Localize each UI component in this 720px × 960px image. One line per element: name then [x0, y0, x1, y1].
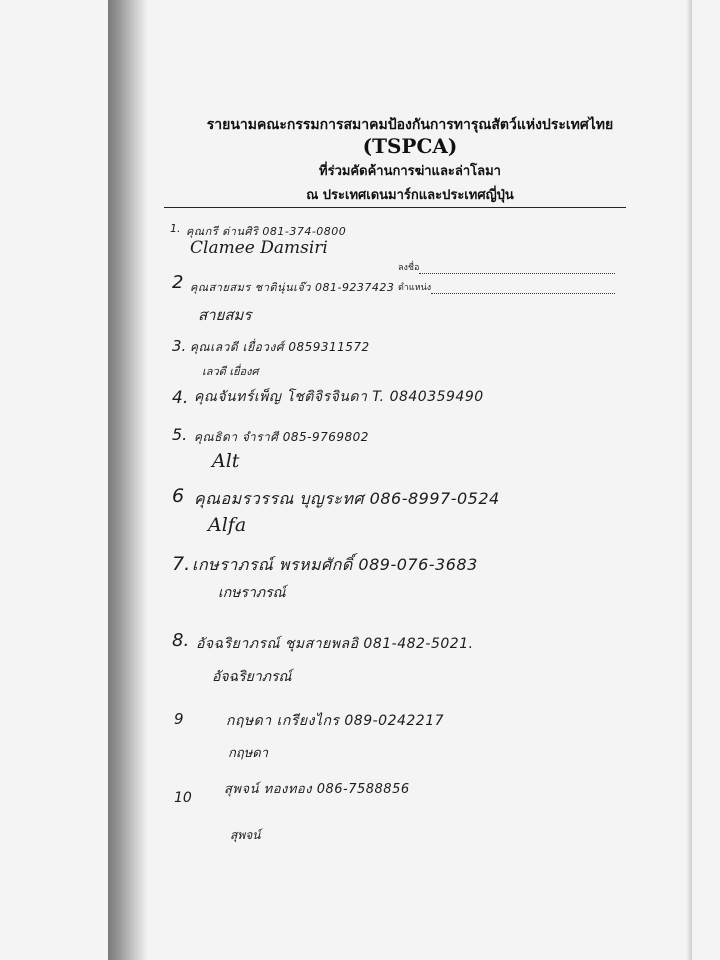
entry-line: เกษราภรณ์ พรหมศักดิ์ 089-076-3683 [192, 555, 478, 574]
entry-signature: สายสมร [198, 306, 252, 324]
signature-field [398, 260, 615, 274]
position-dotted-line [431, 293, 615, 294]
document-title: รายนามคณะกรรมการสมาคมป้องกันการทารุณสัตว์แห่งประเทศไทย [206, 117, 614, 133]
entry-number: 7. [172, 553, 191, 575]
entry-line: กฤษดา เกรียงไกร 089-0242217 [226, 713, 445, 729]
entry-signature: Alt [212, 450, 240, 472]
entry-line: คุณสายสมร ชาตินุ่นเจ๊ว 081-9237423 [190, 281, 395, 294]
entry-signature: เลวดี เยื่องศ [202, 365, 259, 378]
document-location: ณ ประเทศเดนมาร์กและประเทศญี่ปุ่น [306, 188, 514, 203]
entry-number: 8. [172, 630, 190, 651]
entry-line: คุณธิดา จำราศี 085-9769802 [194, 430, 369, 444]
entry-signature: กฤษดา [228, 746, 269, 761]
scan-shadow-edge [108, 0, 148, 960]
signature-label: ลงชื่อ [398, 263, 420, 273]
entry-number: 5. [172, 425, 188, 444]
signature-dotted-line [419, 273, 615, 274]
entry-number: 9 [174, 710, 184, 728]
entry-line: อัจฉริยาภรณ์ ชุมสายพลอิ 081-482-5021. [196, 636, 474, 652]
entry-signature: สุพจน์ [230, 828, 261, 842]
entry-line: คุณเลวดี เยื่อวงศ์ 0859311572 [190, 340, 370, 354]
entry-number: 2 [172, 272, 184, 293]
title-underline [164, 207, 626, 208]
entry-line: คุณจันทร์เพ็ญ โชติจิรจินดา T. 0840359490 [194, 389, 484, 405]
organization-abbreviation: (TSPCA) [362, 134, 458, 158]
entry-number: 3. [172, 337, 187, 355]
entry-signature: เกษราภรณ์ [218, 585, 286, 601]
entry-number: 4. [172, 388, 189, 408]
entry-line: สุพจน์ ทองทอง 086-7588856 [224, 782, 410, 797]
position-label: ตำแหน่ง [398, 283, 432, 293]
document-subtitle: ที่ร่วมคัดค้านการฆ่าและล่าโลมา [319, 164, 501, 179]
entry-number: 1. [170, 222, 181, 235]
position-field [398, 280, 615, 294]
entry-number: 6 [172, 485, 185, 507]
entry-signature: Alfa [208, 514, 247, 536]
entry-line: คุณกรี ด่านศิริ 081-374-0800 [186, 225, 347, 238]
entry-line: คุณอมรวรรณ บุญระทศ 086-8997-0524 [194, 489, 500, 508]
paper-edge [686, 0, 692, 960]
entry-signature: อัจฉริยาภรณ์ [212, 669, 292, 685]
entry-signature: Clamee Damsiri [190, 238, 328, 258]
entry-number: 10 [174, 790, 192, 806]
